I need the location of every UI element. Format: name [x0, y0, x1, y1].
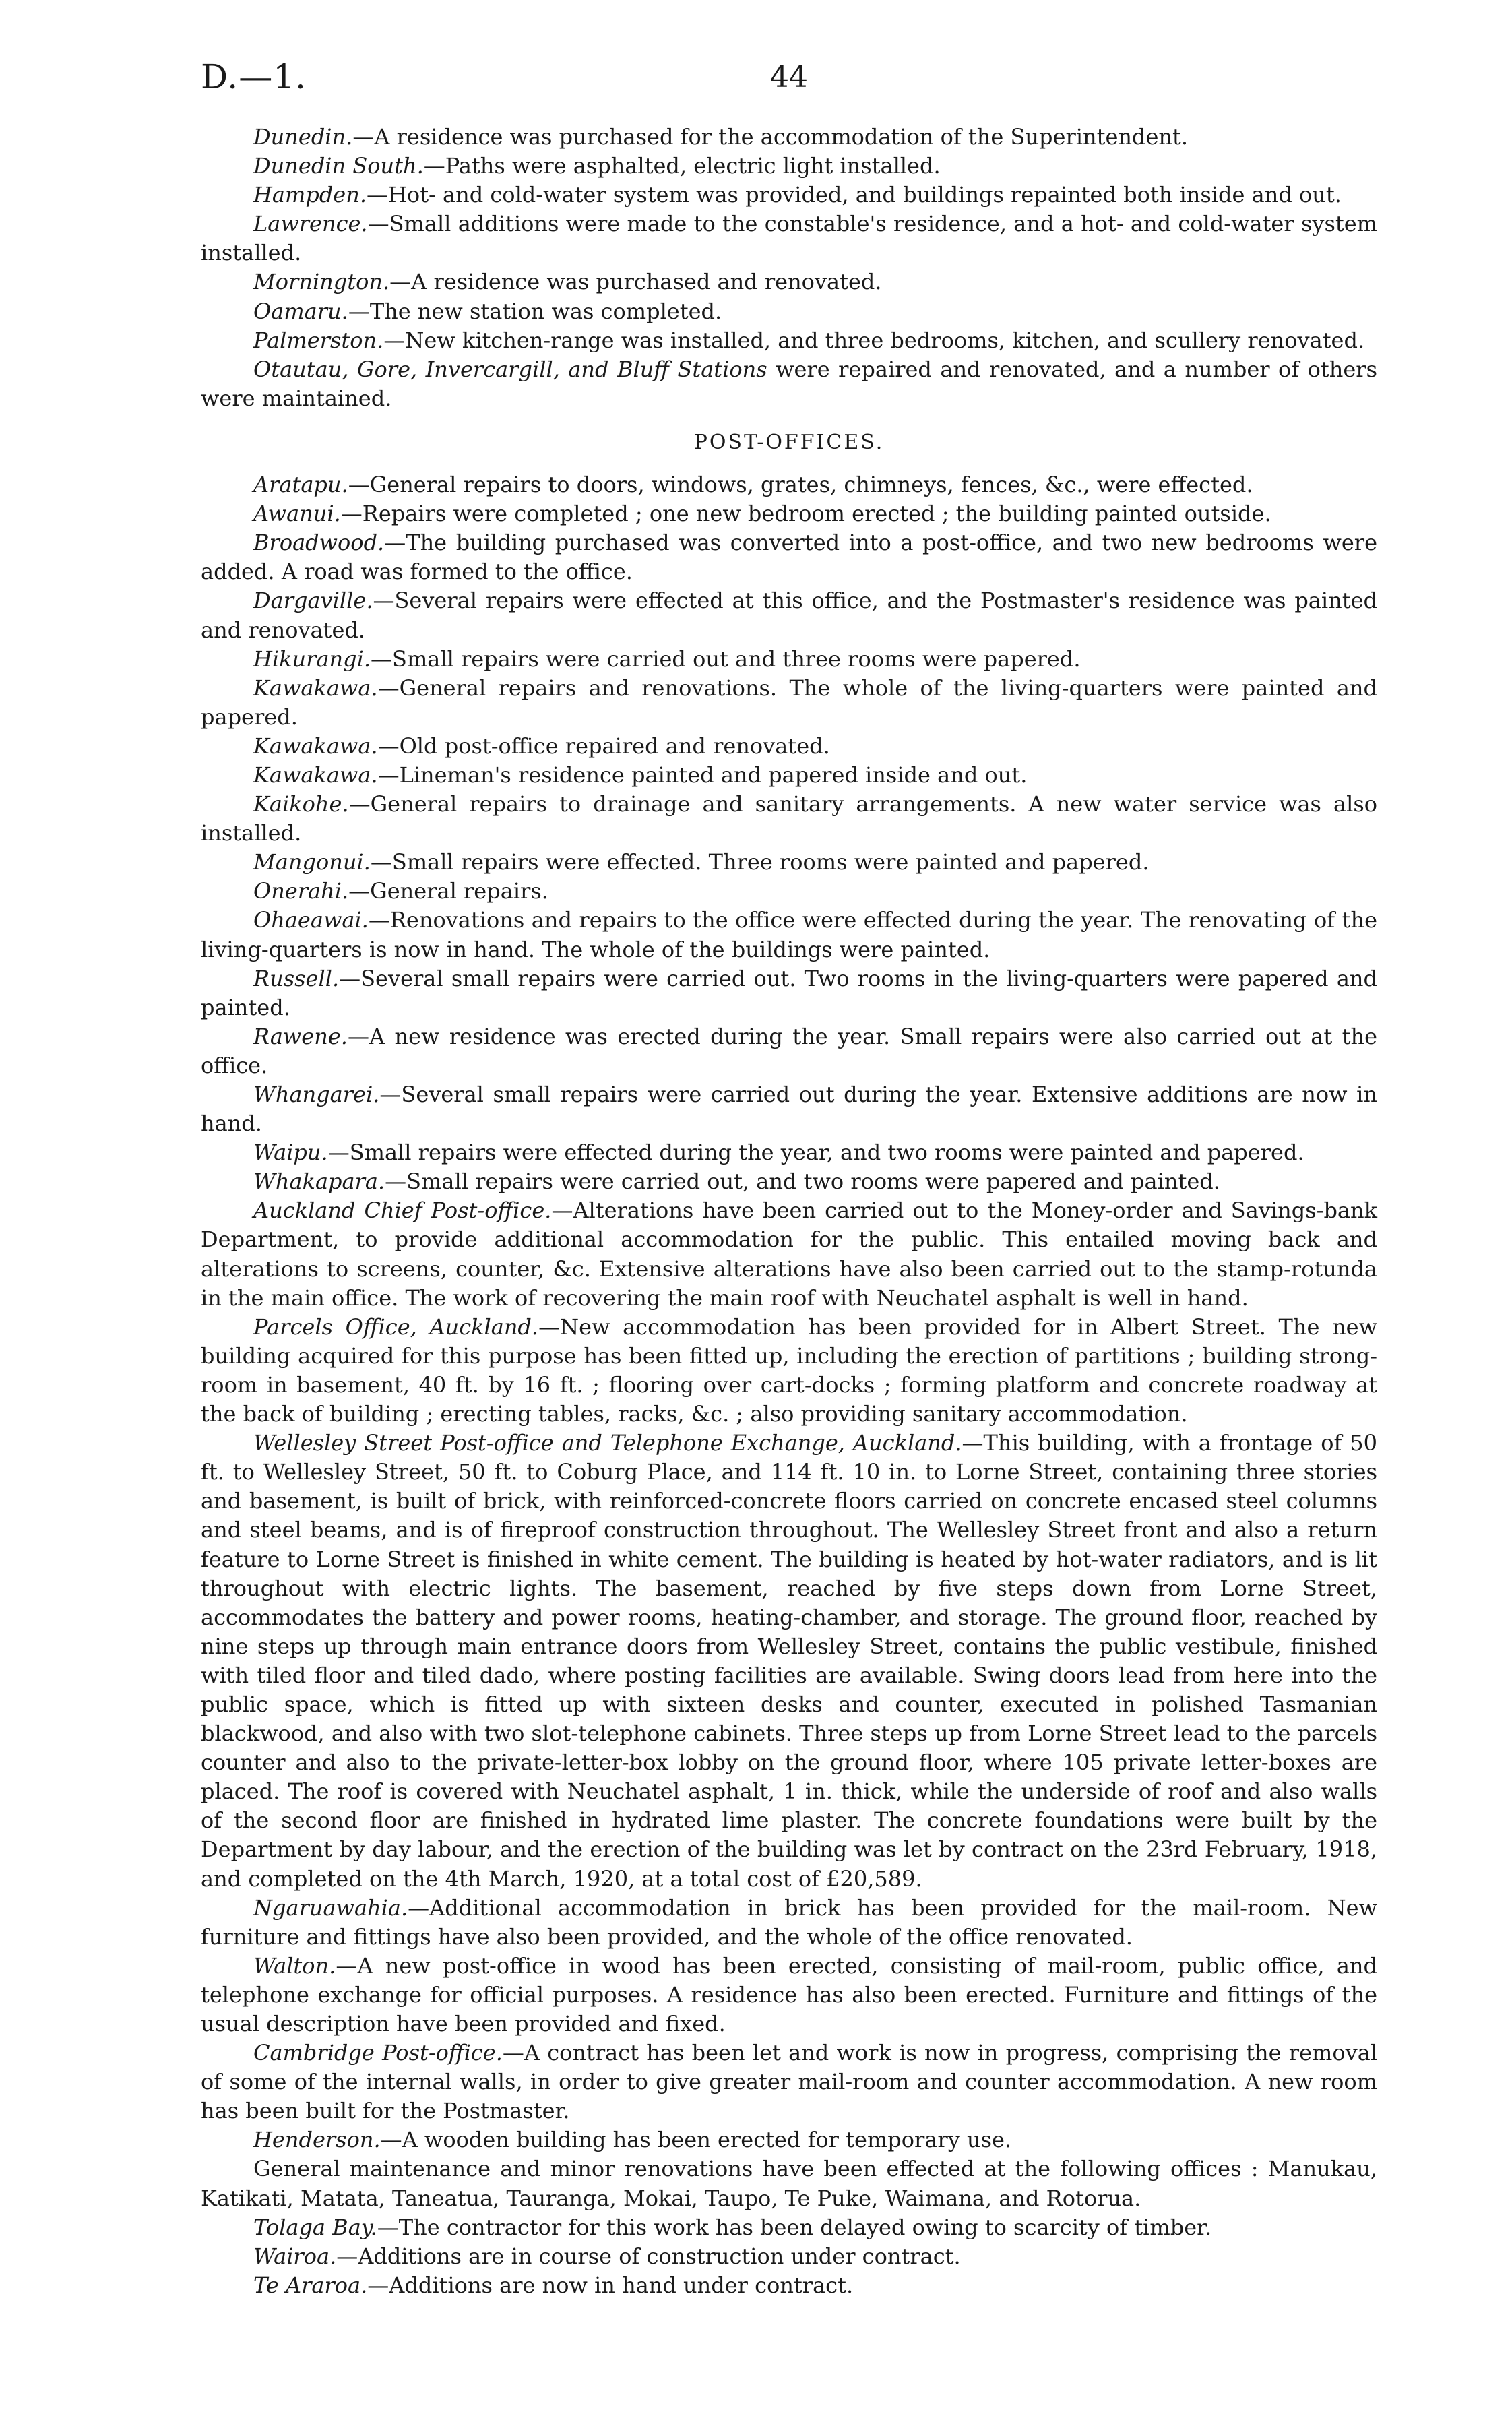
place-name: Oamaru. [253, 298, 348, 324]
report-paragraph [201, 470, 1377, 499]
report-paragraph [201, 2154, 1377, 2212]
place-name: Te Araroa. [253, 2272, 368, 2298]
place-name: Onerahi. [253, 878, 349, 904]
place-name: Otautau, Gore, Invercargill, and Bluff Stations [253, 356, 767, 382]
place-name: Henderson. [253, 2127, 381, 2153]
report-paragraph [201, 2039, 1377, 2126]
place-name: Awanui. [253, 501, 341, 527]
paragraph-text: —Renovations and repairs to the office were effected during the year. The renovating of the living-quarters is now in hand. The whole of the buildings were painted. [201, 907, 1377, 962]
report-paragraph [201, 1952, 1377, 2039]
report-paragraph [201, 2271, 1377, 2300]
page-header [201, 57, 1377, 104]
report-paragraph [201, 877, 1377, 906]
place-name: Cambridge Post-office. [253, 2040, 503, 2066]
report-paragraph [201, 326, 1377, 355]
paragraph-text: —A wooden building has been erected for temporary use. [380, 2127, 1012, 2153]
place-name: Mangonui. [253, 849, 371, 875]
report-paragraph [201, 586, 1377, 644]
report-paragraph [201, 2213, 1377, 2242]
paragraph-text: General maintenance and minor renovations have been effected at the following offices : Manukau, Katikati, Matata, Taneatua, Tauranga, Mokai, Taupo, Te Puke, Waimana, and Rotorua. [201, 2156, 1377, 2211]
report-paragraph [201, 1080, 1377, 1138]
paragraph-text: were repaired and renovated, and a number of others were maintained. [201, 356, 1378, 411]
place-name: Broadwood. [253, 530, 385, 556]
paragraph-text: —Additional accommodation in brick has been provided for the mail-room. New furniture and fittings have also been provided, and the whole of the office renovated. [201, 1894, 1377, 1950]
place-name: Walton. [253, 1952, 336, 1979]
place-name: Ohaeawai. [253, 907, 369, 933]
place-name: Kaikohe. [253, 791, 349, 817]
page-number: 44 [770, 60, 808, 94]
paragraph-text: —General repairs and renovations. The whole of the living-quarters were painted and papered. [201, 675, 1377, 730]
document-reference: D.—1. [201, 57, 307, 96]
report-body [201, 123, 1377, 2300]
report-paragraph [201, 1167, 1377, 1196]
paragraph-text: —A new residence was erected during the year. Small repairs were also carried out at the office. [201, 1023, 1377, 1078]
report-paragraph [201, 1196, 1377, 1312]
report-paragraph [201, 1429, 1377, 1894]
paragraph-text: —Old post-office repaired and renovated. [377, 733, 830, 759]
report-paragraph [201, 297, 1377, 326]
report-paragraph [201, 761, 1377, 790]
report-paragraph [201, 1138, 1377, 1167]
paragraph-text: —New kitchen-range was installed, and three bedrooms, kitchen, and scullery renovated. [383, 327, 1365, 353]
place-name: Hikurangi. [253, 646, 371, 672]
place-name: Dunedin South. [253, 153, 424, 179]
place-name: Kawakawa. [253, 733, 378, 759]
report-paragraph [201, 528, 1377, 586]
place-name: Tolaga Bay. [253, 2214, 377, 2240]
post-offices-section [201, 470, 1377, 2300]
paragraph-text: —This building, with a frontage of 50 ft. to Wellesley Street, 50 ft. to Coburg Place, and 114 ft. 10 in. to Lorne Street, containing three stories and basement, is built of brick, with reinforced-concrete floors carried on concrete encased steel columns and steel beams, and is of fireproof construction throughout. The Wellesley Street front and also a return feature to Lorne Street is finished in white cement. The building is heated by hot-water radiators, and is lit throughout with electric lights. The basement, reached by five steps down from Lorne Street, accommodates the battery and power rooms, heating-chamber, and storage. The ground floor, reached by nine steps up through main entrance doors from Wellesley Street, contains the public vestibule, finished with tiled floor and tiled dado, where posting facilities are available. Swing doors lead from here into the public space, which is fitted up with sixteen desks and counter, executed in polished Tasmanian blackwood, and also with two slot-telephone cabinets. Three steps up from Lorne Street lead to the parcels counter and also to the private-letter-box lobby on the ground floor, where 105 private letter-boxes are placed. The roof is covered with Neuchatel asphalt, 1 in. thick, while the underside of roof and also walls of the second floor are finished in hydrated lime plaster. The concrete foundations were built by the Department by day labour, and the erection of the building was let by contract on the 23rd February, 1918, and completed on the 4th March, 1920, at a total cost of £20,589. [201, 1430, 1378, 1892]
report-paragraph [201, 499, 1377, 528]
paragraph-text: —A residence was purchased and renovated. [389, 269, 882, 295]
paragraph-text: —Small repairs were carried out, and two rooms were papered and painted. [385, 1169, 1220, 1195]
report-paragraph [201, 210, 1377, 268]
paragraph-text: —The building purchased was converted into a post-office, and two new bedrooms were added. A road was formed to the office. [201, 530, 1377, 585]
place-name: Waipu. [253, 1140, 328, 1166]
police-stations-section [201, 123, 1377, 413]
paragraph-text: —New accommodation has been provided for in Albert Street. The new building acquired for this purpose has been fitted up, including the erection of partitions ; building strong-room in basement, 40 ft. by 16 ft. ; flooring over cart-docks ; forming platform and concrete roadway at the back of building ; erecting tables, racks, &c. ; also providing sanitary accommodation. [201, 1313, 1378, 1427]
paragraph-text: —Small repairs were effected during the year, and two rooms were painted and papered. [327, 1140, 1304, 1166]
paragraph-text: —Several repairs were effected at this office, and the Postmaster's residence was painted and renovated. [201, 588, 1377, 643]
paragraph-text: —Additions are in course of construction under contract. [336, 2243, 961, 2269]
place-name: Aratapu. [253, 472, 348, 498]
report-paragraph [201, 732, 1377, 761]
report-paragraph [201, 645, 1377, 674]
place-name: Parcels Office, Auckland. [253, 1313, 539, 1340]
place-name: Auckland Chief Post-office. [253, 1198, 552, 1224]
paragraph-text: —A contract has been let and work is now in progress, comprising the removal of some of the internal walls, in order to give greater mail-room and counter accommodation. A new room has been built for the Postmaster. [201, 2040, 1378, 2124]
place-name: Kawakawa. [253, 675, 378, 701]
section-heading-post-offices: POST-OFFICES. [693, 430, 885, 454]
paragraph-text: —The contractor for this work has been delayed owing to scarcity of timber. [377, 2214, 1212, 2240]
place-name: Whakapara. [253, 1169, 385, 1195]
report-paragraph [201, 1022, 1377, 1080]
place-name: Wellesley Street Post-office and Telephone Exchange, Auckland. [253, 1430, 962, 1456]
paragraph-text: —Lineman's residence painted and papered inside and out. [377, 762, 1028, 788]
report-paragraph [201, 355, 1377, 413]
paragraph-text: —Small repairs were effected. Three rooms were painted and papered. [370, 849, 1149, 875]
report-paragraph [201, 181, 1377, 210]
place-name: Whangarei. [253, 1082, 380, 1107]
report-paragraph [201, 790, 1377, 848]
place-name: Mornington. [253, 269, 390, 295]
paragraph-text: —The new station was completed. [348, 298, 722, 324]
paragraph-text: —General repairs to drainage and sanitary arrangements. A new water service was also installed. [201, 791, 1377, 846]
place-name: Palmerston. [253, 327, 384, 353]
place-name: Dargaville. [253, 588, 373, 614]
report-paragraph [201, 906, 1377, 964]
report-paragraph [201, 2242, 1377, 2271]
paragraph-text: —General repairs. [348, 878, 548, 904]
report-paragraph [201, 1313, 1377, 1429]
paragraph-text: —A new post-office in wood has been erected, consisting of mail-room, public office, and telephone exchange for official purposes. A residence has also been erected. Furniture and fittings of the usual description have been provided and fixed. [201, 1952, 1377, 2037]
paragraph-text: —Hot- and cold-water system was provided, and buildings repainted both inside and out. [367, 182, 1342, 208]
report-paragraph [201, 964, 1377, 1022]
report-paragraph [201, 123, 1377, 152]
place-name: Lawrence. [253, 211, 368, 237]
paragraph-text: —Small additions were made to the constable's residence, and a hot- and cold-water system installed. [201, 211, 1377, 266]
place-name: Hampden. [253, 182, 367, 208]
paragraph-text: —Repairs were completed ; one new bedroom erected ; the building painted outside. [340, 501, 1271, 527]
place-name: Rawene. [253, 1023, 348, 1049]
report-paragraph [201, 848, 1377, 877]
place-name: Dunedin. [253, 124, 353, 150]
report-paragraph [201, 152, 1377, 181]
place-name: Kawakawa. [253, 762, 378, 788]
report-paragraph [201, 674, 1377, 732]
place-name: Ngaruawahia. [253, 1894, 408, 1921]
paragraph-text: —Alterations have been carried out to the Money-order and Savings-bank Department, to provide additional accommodation for the public. This entailed moving back and alterations to screens, counter, &c. Extensive alterations have also been carried out to the stamp-rotunda in the main office. The work of recovering the main roof with Neuchatel asphalt is well in hand. [201, 1198, 1378, 1311]
place-name: Wairoa. [253, 2243, 337, 2269]
paragraph-text: —A residence was purchased for the accommodation of the Superintendent. [352, 124, 1189, 150]
paragraph-text: —Several small repairs were carried out. Two rooms in the living-quarters were papered and painted. [201, 965, 1377, 1020]
paragraph-text: —Paths were asphalted, electric light installed. [423, 153, 941, 179]
place-name: Russell. [253, 965, 340, 991]
report-paragraph [201, 268, 1377, 297]
paragraph-text: —Small repairs were carried out and three rooms were papered. [371, 646, 1081, 672]
report-paragraph [201, 1894, 1377, 1952]
paragraph-text: —Additions are now in hand under contract. [367, 2272, 854, 2298]
report-paragraph [201, 2126, 1377, 2154]
paragraph-text: —Several small repairs were carried out during the year. Extensive additions are now in hand. [201, 1082, 1377, 1137]
paragraph-text: —General repairs to doors, windows, grates, chimneys, fences, &c., were effected. [348, 472, 1253, 498]
